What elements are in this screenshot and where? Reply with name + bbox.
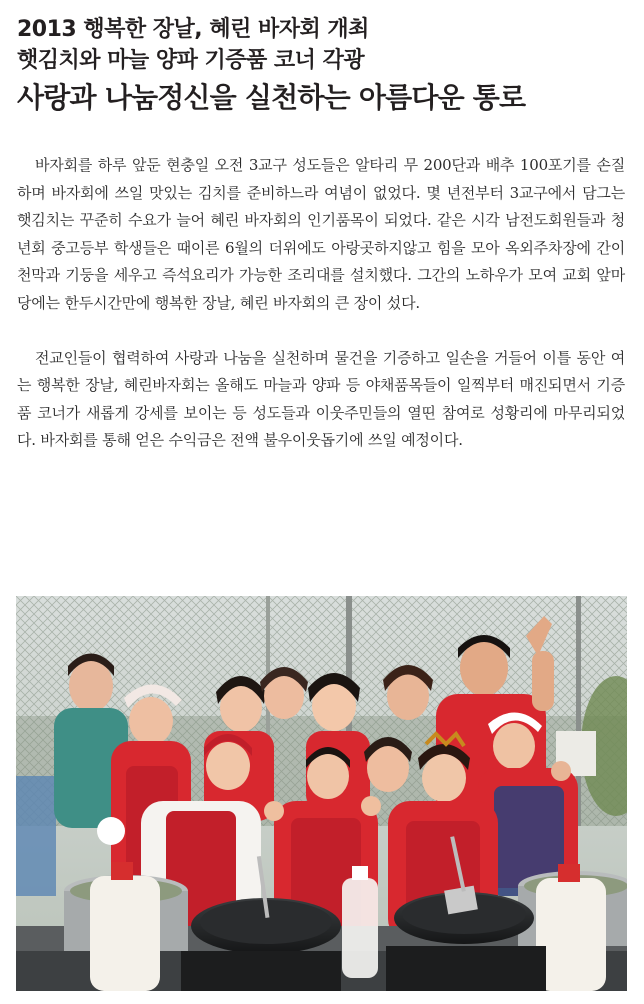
article-body <box>17 152 625 455</box>
headline-line-2: 햇김치와 마늘 양파 기증품 코너 각광 <box>17 48 365 73</box>
group-photo-illustration <box>16 596 627 991</box>
headline-block <box>17 14 632 120</box>
group-photo <box>16 596 627 991</box>
headline-line-3: 사랑과 나눔정신을 실천하는 아름다운 통로 <box>17 81 526 114</box>
paragraph-1: 바자회를 하루 앞둔 현충일 오전 3교구 성도들은 알타리 무 200단과 배추 100포기를 손질하며 바자회에 쓰일 맛있는 김치를 준비하느라 여념이 없었다. 몇 년전부터 3교구에서 담그는 햇김치는 꾸준히 수요가 늘어 혜린 바자회의 인기품목이 되었다. 같은 시각 남전도회원들과 청년회 중고등부 학생들은 때이른 6월의 더위에도 아랑곳하지않고 힘을 모아 옥외주차장에 간이천막과 기둥을 세우고 즉석요리가 가능한 조리대를 설치했다. 그간의 노하우가 모여 교회 앞마당에는 한두시간만에 행복한 장날, 혜린 바자회의 큰 장이 섰다. <box>17 156 625 312</box>
paragraph-2: 전교인들이 협력하여 사랑과 나눔을 실천하며 물건을 기증하고 일손을 거들어 이틀 동안 여는 행복한 장날, 혜린바자회는 올해도 마늘과 양파 등 야채품목들이 일찍부터 매진되면서 기증품 코너가 새롭게 강세를 보이는 등 성도들과 이웃주민들의 열띤 참여로 성황리에 마무리되었다. 바자회를 통해 얻은 수익금은 전액 불우이웃돕기에 쓰일 예정이다. <box>17 348 625 450</box>
headline-line-1: 2013 행복한 장날, 혜린 바자회 개최 <box>17 17 369 42</box>
